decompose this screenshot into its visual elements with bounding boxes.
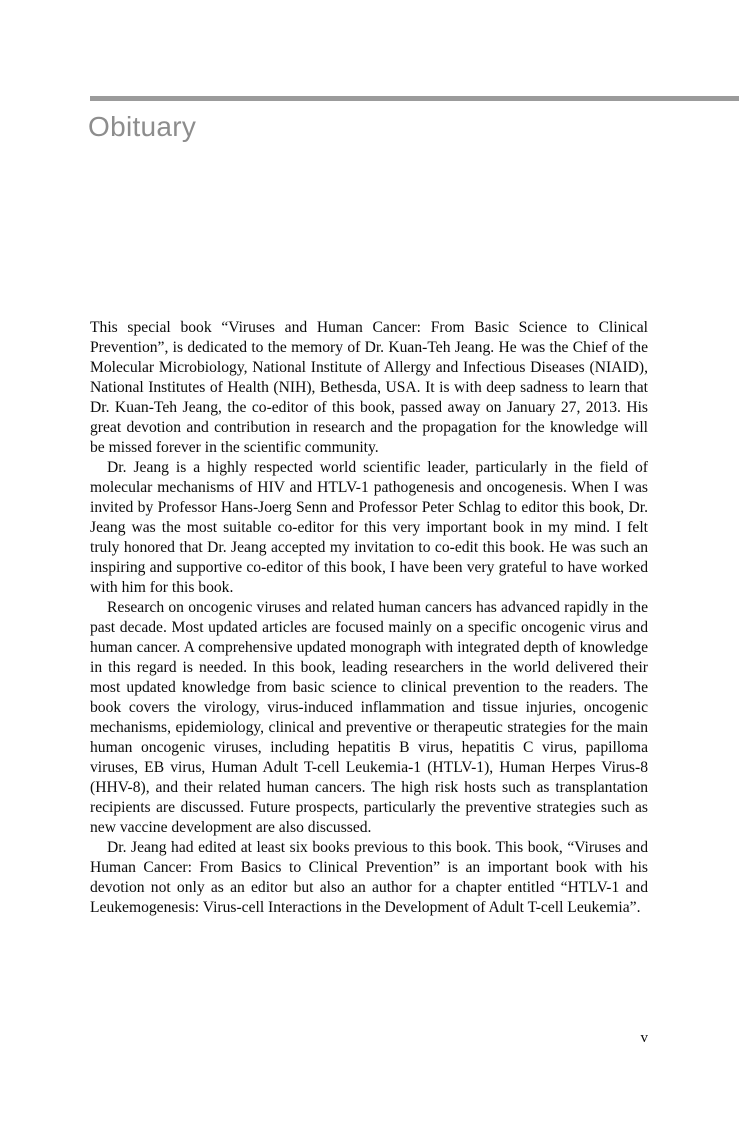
obituary-body (90, 318, 648, 918)
header-rule-divider (90, 96, 739, 101)
paragraph-tribute: Dr. Jeang is a highly respected world scientific leader, particularly in the field of molecular mechanisms of HIV and HTLV-1 pathogenesis and oncogenesis. When I was invited by Professor Hans-Joerg Senn and Professor Peter Schlag to editor this book, Dr. Jeang was the most suitable co-editor for this very important book in my mind. I felt truly honored that Dr. Jeang accepted my invitation to co-edit this book. He was such an inspiring and supportive co-editor of this book, I have been very grateful to have worked with him for this book. (90, 459, 648, 596)
page-title: Obituary (88, 111, 197, 142)
paragraph-dedication: This special book “Viruses and Human Cancer: From Basic Science to Clinical Prevention”, is dedicated to the memory of Dr. Kuan-Teh Jeang. He was the Chief of the Molecular Microbiology, National Institute of Allergy and Infectious Diseases (NIAID), National Institutes of Health (NIH), Bethesda, USA. It is with deep sadness to learn that Dr. Kuan-Teh Jeang, the co-editor of this book, passed away on January 27, 2013. His great devotion and contribution in research and the propagation for the knowledge will be missed forever in the scientific community. (90, 319, 648, 456)
page-number: v (640, 1030, 648, 1046)
paragraph-editor-legacy: Dr. Jeang had edited at least six books previous to this book. This book, “Viruses and Human Cancer: From Basics to Clinical Prevention” is an important book with his devotion not only as an editor but also an author for a chapter entitled “HTLV-1 and Leukemogenesis: Virus-cell Interactions in the Development of Adult T-cell Leukemia”. (90, 839, 648, 916)
paragraph-book-scope: Research on oncogenic viruses and related human cancers has advanced rapidly in the past decade. Most updated articles are focused mainly on a specific oncogenic virus and human cancer. A comprehensive updated monograph with integrated depth of knowledge in this regard is needed. In this book, leading researchers in the world delivered their most updated knowledge from basic science to clinical prevention to the readers. The book covers the virology, virus-induced inflammation and tissue injuries, oncogenic mechanisms, epidemiology, clinical and preventive or therapeutic strategies for the main human oncogenic viruses, including hepatitis B virus, hepatitis C virus, papilloma viruses, EB virus, Human Adult T-cell Leukemia-1 (HTLV-1), Human Herpes Virus-8 (HHV-8), and their related human cancers. The high risk hosts such as transplantation recipients are discussed. Future prospects, particularly the preventive strategies such as new vaccine development are also discussed. (90, 599, 648, 836)
